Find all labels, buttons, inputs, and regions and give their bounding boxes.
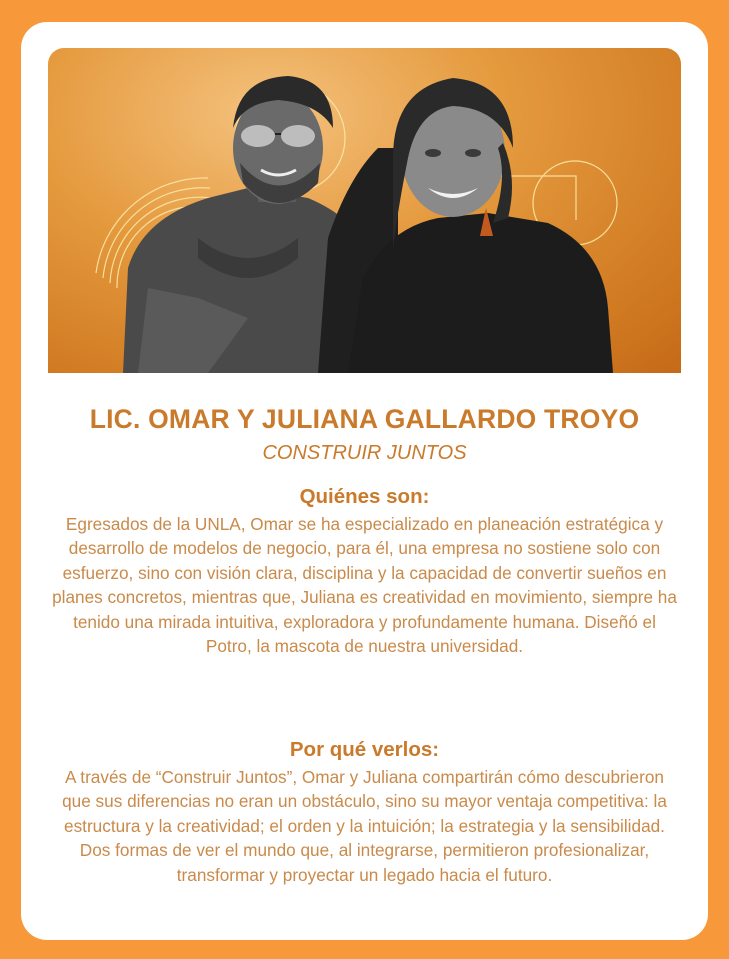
who-they-are-text: Egresados de la UNLA, Omar se ha especializado en planeación estratégica y desarrollo de modelos de negocio, para él, una empresa no sostiene solo con esfuerzo, sino con visión clara, disciplina y la capacidad de convertir sueños en planes concretos, mientras que, Juliana es creatividad en movimiento, siempre ha tenido una mirada intuitiva, exploradora y profundamente humana. Diseñó el Potro, la mascota de nuestra universidad. bbox=[52, 514, 677, 657]
speaker-card bbox=[21, 22, 708, 940]
speakers-photo-illustration bbox=[48, 48, 681, 373]
talk-title: CONSTRUIR JUNTOS bbox=[262, 442, 467, 464]
juliana-figure bbox=[318, 78, 613, 373]
why-see-them-heading: Por qué verlos: bbox=[289, 738, 440, 761]
speakers-photo bbox=[48, 48, 681, 373]
why-see-them-text: A través de “Construir Juntos”, Omar y Juliana compartirán cómo descubrieron que sus diferencias no eran un obstáculo, sino su mayor ventaja competitiva: la estructura y la creatividad; el orden y la intuición; la estrategia y la sensibilidad. Dos formas de ver el mundo que, al integrarse, permitieron profesionalizar, transformar y proyectar un legado hacia el futuro. bbox=[62, 767, 667, 885]
who-they-are-heading: Quiénes son: bbox=[299, 485, 430, 508]
speaker-names: LIC. OMAR Y JULIANA GALLARDO TROYO bbox=[89, 404, 640, 434]
